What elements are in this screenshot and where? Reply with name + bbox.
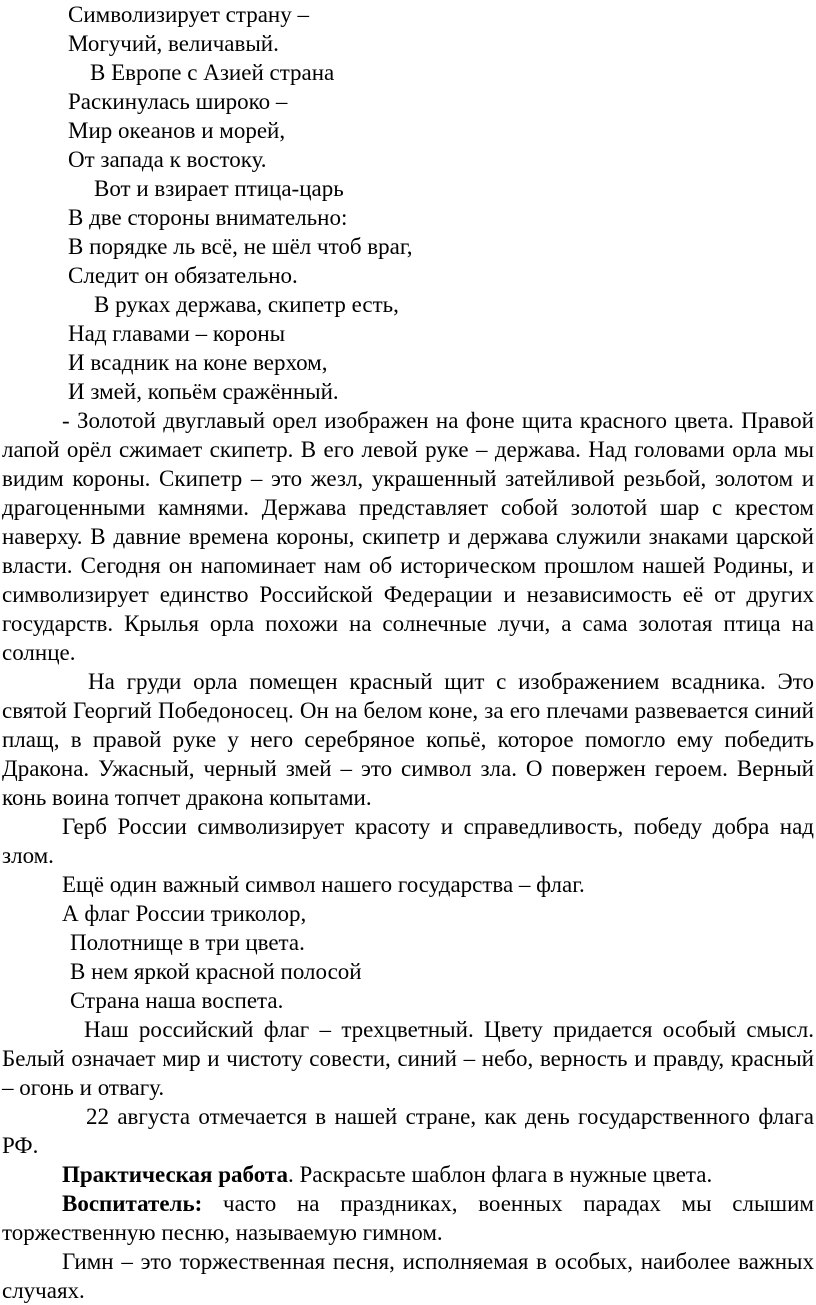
paragraph-teacher xyxy=(2,1189,814,1247)
poem-stanza-1 xyxy=(2,0,814,58)
paragraph-flag-day: 22 августа отмечается в нашей стране, как день государственного флага РФ. xyxy=(2,1104,814,1158)
poem-line: В Европе с Азией страна xyxy=(90,60,335,85)
poem-line: Страна наша воспета. xyxy=(70,988,284,1013)
poem-line: И всадник на коне верхом, xyxy=(68,350,328,375)
paragraph-shield: На груди орла помещен красный щит с изображением всадника. Это святой Георгий Победоносец. Он на белом коне, за его плечами развевается синий плащ, в правой руке у него серебряное копьё, которое помогло ему победить Дракона. Ужасный, черный змей – это символ зла. О повержен героем. Верный конь воина топчет дракона копытами. xyxy=(2,669,814,810)
poem-line: И змей, копьём сражённый. xyxy=(68,379,339,404)
paragraph-anthem: Гимн – это торжественная песня, исполняемая в особых, наиболее важных случаях. xyxy=(2,1249,814,1303)
teacher-label: Воспитатель: xyxy=(62,1191,203,1216)
poem-line: Над главами – короны xyxy=(68,321,286,346)
teacher-text: часто на праздниках, военных парадах мы слышим торжественную песню, называемую гимном. xyxy=(2,1191,814,1245)
paragraph-flag-meaning: Наш российский флаг – трехцветный. Цвету придается особый смысл. Белый означает мир и чистоту совести, синий – небо, верность и правду, красный – огонь и отвагу. xyxy=(2,1017,814,1100)
poem-stanza-2 xyxy=(2,58,814,174)
poem-line: В порядке ль всё, не шёл чтоб враг, xyxy=(68,234,413,259)
poem-stanza-4 xyxy=(2,290,814,406)
poem-line: Следит он обязательно. xyxy=(68,263,298,288)
poem-line: Мир океанов и морей, xyxy=(68,118,286,143)
poem-line: От запада к востоку. xyxy=(68,147,267,172)
practical-text: . Раскрасьте шаблон флага в нужные цвета. xyxy=(288,1162,713,1187)
poem-line: В нем яркой красной полосой xyxy=(70,959,362,984)
flag-poem xyxy=(2,899,814,1015)
poem-line: В руках держава, скипетр есть, xyxy=(94,292,399,317)
poem-line: В две стороны внимательно: xyxy=(68,205,348,230)
paragraph-flag-intro: Ещё один важный символ нашего государства – флаг. xyxy=(62,872,585,897)
poem-line: А флаг России триколор, xyxy=(62,901,307,926)
paragraph-practical-work xyxy=(2,1160,814,1189)
paragraph-eagle: - Золотой двуглавый орел изображен на фоне щита красного цвета. Правой лапой орёл сжимает скипетр. В его левой руке – держава. Над головами орла мы видим короны. Скипетр – это жезл, украшенный затейливой резьбой, золотом и драгоценными камнями. Держава представляет собой золотой шар с крестом наверху. В давние времена короны, скипетр и держава служили знаками царской власти. Сегодня он напоминает нам об историческом прошлом нашей Родины, и символизирует единство Российской Федерации и независимость её от других государств. Крылья орла похожи на солнечные лучи, а сама золотая птица на солнце. xyxy=(2,408,814,665)
paragraph-coat-of-arms: Герб России символизирует красоту и справедливость, победу добра над злом. xyxy=(2,814,814,868)
poem-line: Раскинулась широко – xyxy=(68,89,288,114)
poem-line: Символизирует страну – xyxy=(68,2,309,27)
poem-stanza-3 xyxy=(2,174,814,290)
poem-line: Могучий, величавый. xyxy=(68,31,279,56)
practical-label: Практическая работа xyxy=(62,1162,289,1187)
poem-line: Полотнище в три цвета. xyxy=(70,930,305,955)
poem-line: Вот и взирает птица-царь xyxy=(94,176,344,201)
